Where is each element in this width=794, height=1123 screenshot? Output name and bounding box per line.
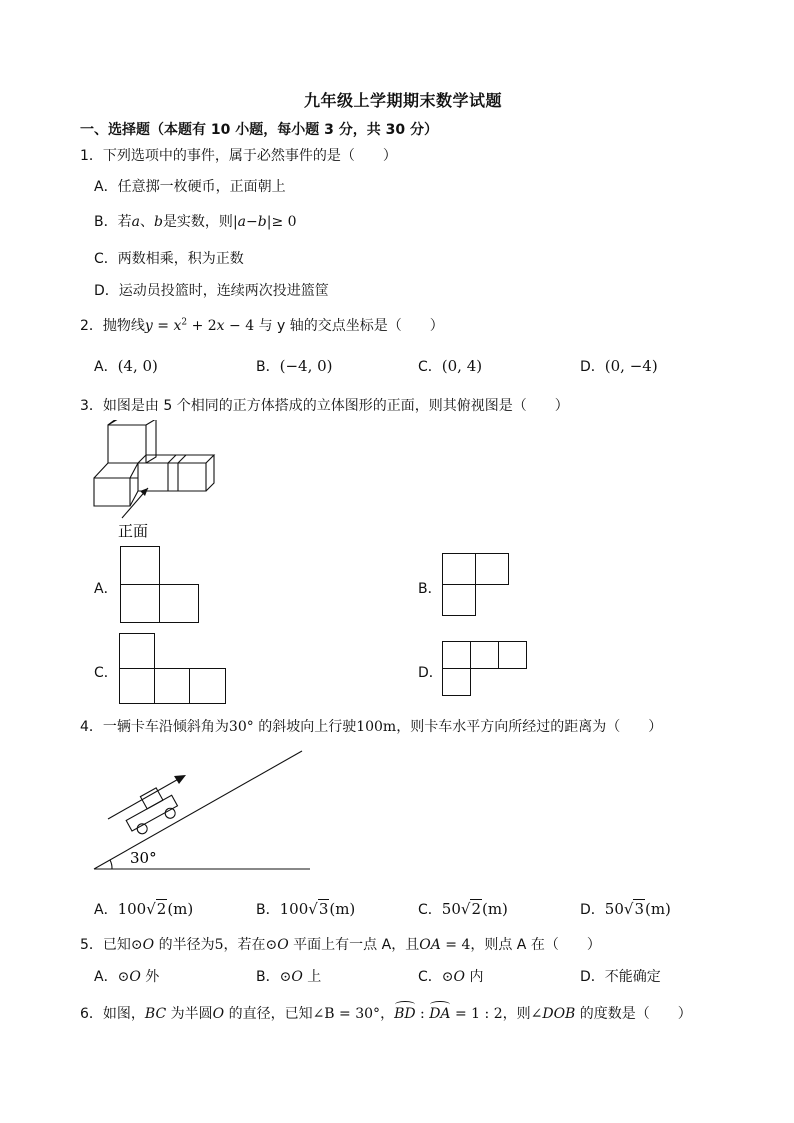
cube-stack-figure [90, 420, 220, 545]
direction-arrow-icon [174, 775, 186, 784]
page-title: 九年级上学期期末数学试题 [304, 91, 503, 110]
angle-label: 30° [130, 849, 157, 867]
slope-figure [90, 745, 320, 875]
question-4-option-a: A．100√2(m) [94, 900, 194, 918]
question-6-stem: 6．如图，BC 为半圆O 的直径，已知∠B = 30°，BD : DA = 1 : 2，则∠DOB 的度数是（ ） [80, 1006, 692, 1022]
question-5-option-a: A．⊙O 外 [94, 969, 160, 985]
question-1-option-a: A．任意掷一枚硬币，正面朝上 [94, 179, 286, 195]
question-3-stem: 3．如图是由 5 个相同的正方体搭成的立体图形的正面，则其俯视图是（ ） [80, 398, 569, 414]
question-1-stem: 1．下列选项中的事件，属于必然事件的是（ ） [80, 148, 397, 164]
question-5-option-c: C．⊙O 内 [418, 969, 484, 985]
question-5-stem: 5．已知⊙O 的半径为5，若在⊙O 平面上有一点 A，且OA = 4，则点 A 在（ ） [80, 937, 601, 953]
top-view-option-d [442, 641, 528, 696]
cube-face [108, 425, 146, 463]
question-1-option-c: C．两数相乘，积为正数 [94, 251, 244, 267]
arrow-head-icon [140, 488, 148, 496]
top-view-option-a [120, 546, 200, 624]
question-5-option-b: B．⊙O 上 [256, 969, 322, 985]
question-2-stem: 2．抛物线$y = x^2 + 2x - 4$ 与 y 轴的交点坐标是（ ） [80, 317, 444, 334]
question-3-option-c-label: C． [94, 665, 118, 681]
question-1-option-d: D．运动员投篮时，连续两次投进篮筐 [94, 283, 329, 299]
question-2-option-d: D．(0, −4) [580, 357, 658, 375]
question-4-option-d: D．50√3(m) [580, 900, 671, 918]
question-1-option-b: B．若a、b是实数，则|a−b|≥ 0 [94, 214, 297, 230]
question-2-option-a: A．(4, 0) [94, 357, 158, 375]
question-3-option-a-label: A． [94, 581, 118, 597]
top-view-option-b [442, 553, 510, 617]
question-3-option-d-label: D． [418, 665, 443, 681]
question-4-stem: 4．一辆卡车沿倾斜角为30° 的斜坡向上行驶100m，则卡车水平方向所经过的距离为（ ） [80, 719, 663, 735]
question-4-option-b: B．100√3(m) [256, 900, 356, 918]
top-view-option-c [119, 633, 227, 704]
question-5-option-d: D．不能确定 [580, 969, 661, 985]
section-heading: 一、选择题（本题有 10 小题，每小题 3 分，共 30 分） [80, 122, 438, 138]
question-2-option-c: C．(0, 4) [418, 357, 483, 375]
front-label: 正面 [118, 522, 149, 540]
question-3-option-b-label: B． [418, 581, 442, 597]
question-2-option-b: B．(−4, 0) [256, 357, 333, 375]
question-4-option-c: C．50√2(m) [418, 900, 508, 918]
